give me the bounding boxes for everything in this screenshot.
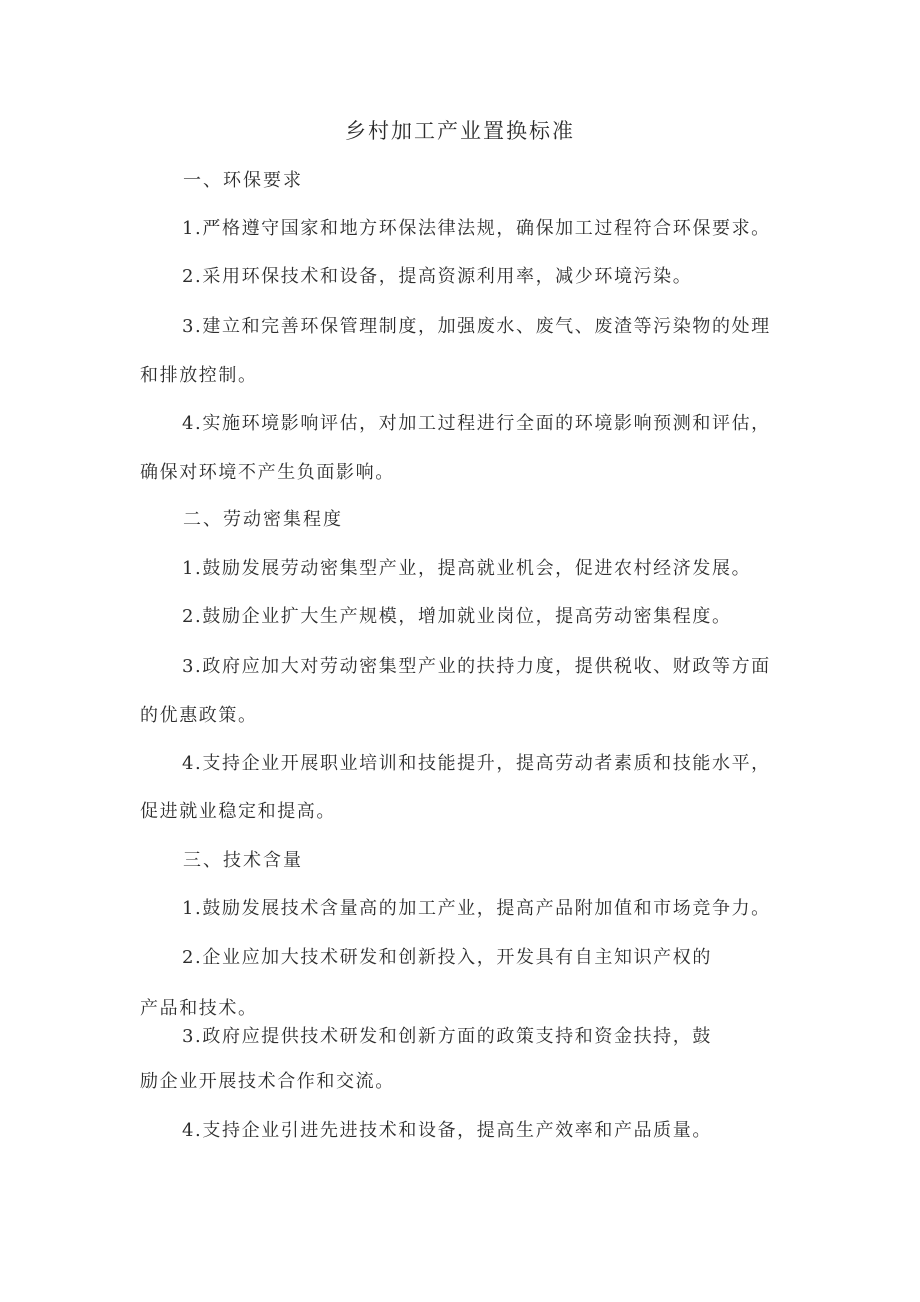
paragraph-labor-3-cont: 的优惠政策。 [140,705,258,726]
paragraph-labor-4: 4.支持企业开展职业培训和技能提升，提高劳动者素质和技能水平， [182,753,771,774]
paragraph-env-2: 2.采用环保技术和设备，提高资源利用率，减少环境污染。 [182,266,693,287]
paragraph-tech-1: 1.鼓励发展技术含量高的加工产业，提高产品附加值和市场竞争力。 [182,898,771,919]
section-heading-technology: 三、技术含量 [183,850,303,871]
paragraph-labor-2: 2.鼓励企业扩大生产规模，增加就业岗位，提高劳动密集程度。 [182,606,732,627]
paragraph-env-4: 4.实施环境影响评估，对加工过程进行全面的环境影响预测和评估， [182,413,771,434]
paragraph-tech-3-cont: 励企业开展技术合作和交流。 [140,1071,395,1092]
paragraph-tech-4: 4.支持企业引进先进技术和设备，提高生产效率和产品质量。 [182,1120,712,1141]
document-title: 乡村加工产业置换标准 [345,119,575,143]
paragraph-tech-2-cont: 产品和技术。 [140,998,258,1019]
paragraph-env-4-cont: 确保对环境不产生负面影响。 [140,462,395,483]
paragraph-labor-3: 3.政府应加大对劳动密集型产业的扶持力度，提供税收、财政等方面 [182,656,771,677]
paragraph-labor-4-cont: 促进就业稳定和提高。 [140,801,336,822]
section-heading-labor: 二、劳动密集程度 [183,509,343,530]
paragraph-env-1: 1.严格遵守国家和地方环保法律法规，确保加工过程符合环保要求。 [182,218,771,239]
paragraph-tech-2: 2.企业应加大技术研发和创新投入，开发具有自主知识产权的 [182,947,712,968]
paragraph-env-3-cont: 和排放控制。 [140,365,258,386]
section-heading-environment: 一、环保要求 [183,170,303,191]
paragraph-tech-3: 3.政府应提供技术研发和创新方面的政策支持和资金扶持，鼓 [182,1026,712,1047]
paragraph-labor-1: 1.鼓励发展劳动密集型产业，提高就业机会，促进农村经济发展。 [182,558,752,579]
paragraph-env-3: 3.建立和完善环保管理制度，加强废水、废气、废渣等污染物的处理 [182,316,771,337]
